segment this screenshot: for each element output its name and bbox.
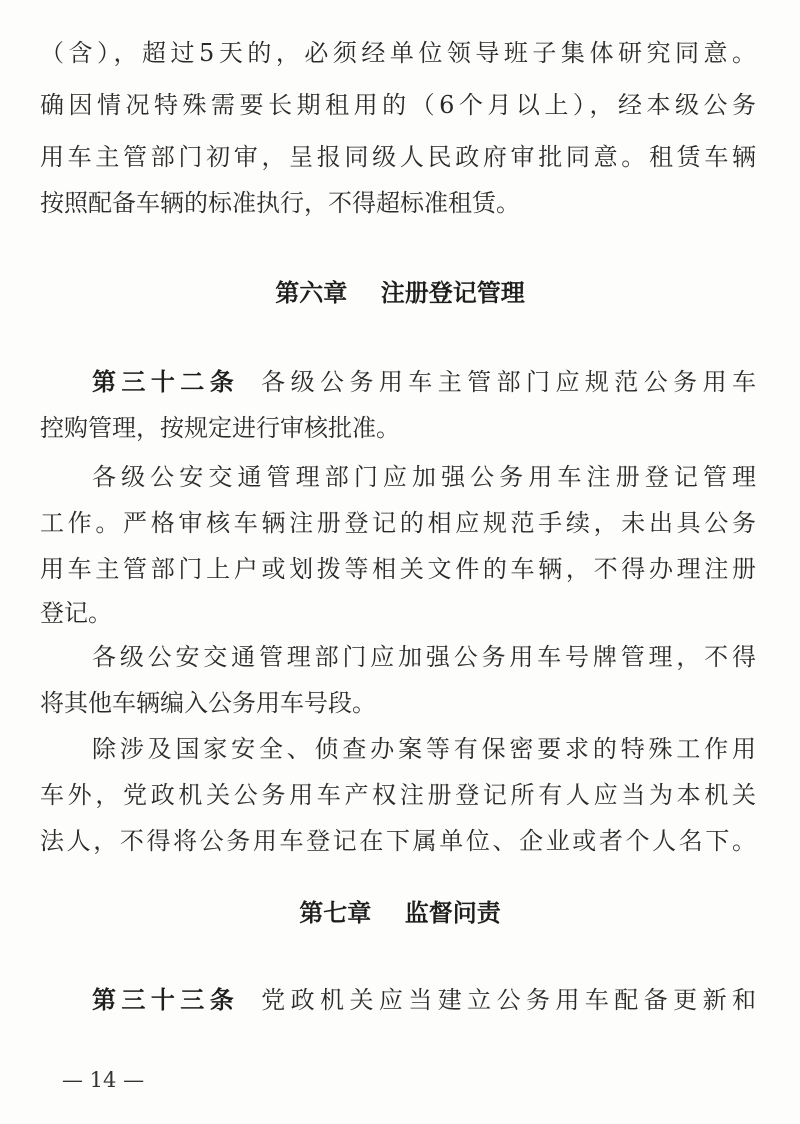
article-number: 第三十二条 (92, 368, 240, 396)
body-line: 登记。 (40, 599, 112, 627)
article-text: 党政机关应当建立公务用车配备更新和 (261, 986, 757, 1014)
body-line: 除涉及国家安全、侦查办案等有保密要求的特殊工作用 (92, 735, 756, 763)
body-line: （含），超过5天的，必须经单位领导班子集体研究同意。 (40, 39, 756, 67)
body-line: 各级公安交通管理部门应加强公务用车号牌管理，不得 (92, 643, 756, 671)
chapter-heading: 第六章 注册登记管理 (275, 279, 525, 307)
body-line: 将其他车辆编入公务用车号段。 (40, 689, 376, 717)
body-line: 控购管理，按规定进行审核批准。 (40, 414, 400, 442)
body-line: 工作。严格审核车辆注册登记的相应规范手续，未出具公务 (40, 509, 756, 537)
page-number: — 14 — (62, 1068, 145, 1092)
body-line: 按照配备车辆的标准执行，不得超标准租赁。 (40, 189, 520, 217)
body-line: 用车主管部门上户或划拨等相关文件的车辆，不得办理注册 (40, 555, 756, 583)
body-line: 用车主管部门初审，呈报同级人民政府审批同意。租赁车辆 (40, 143, 756, 171)
chapter-heading: 第七章 监督问责 (299, 899, 501, 927)
article-first-line (92, 985, 756, 1015)
article-number: 第三十三条 (92, 986, 240, 1014)
body-line: 车外，党政机关公务用车产权注册登记所有人应当为本机关 (40, 781, 756, 809)
article-first-line (92, 367, 756, 397)
article-text: 各级公务用车主管部门应规范公务用车 (261, 368, 757, 396)
body-line: 各级公安交通管理部门应加强公务用车注册登记管理 (92, 463, 756, 491)
body-line: 确因情况特殊需要长期租用的（6个月以上），经本级公务 (40, 91, 756, 119)
body-line: 法人，不得将公务用车登记在下属单位、企业或者个人名下。 (40, 827, 756, 855)
